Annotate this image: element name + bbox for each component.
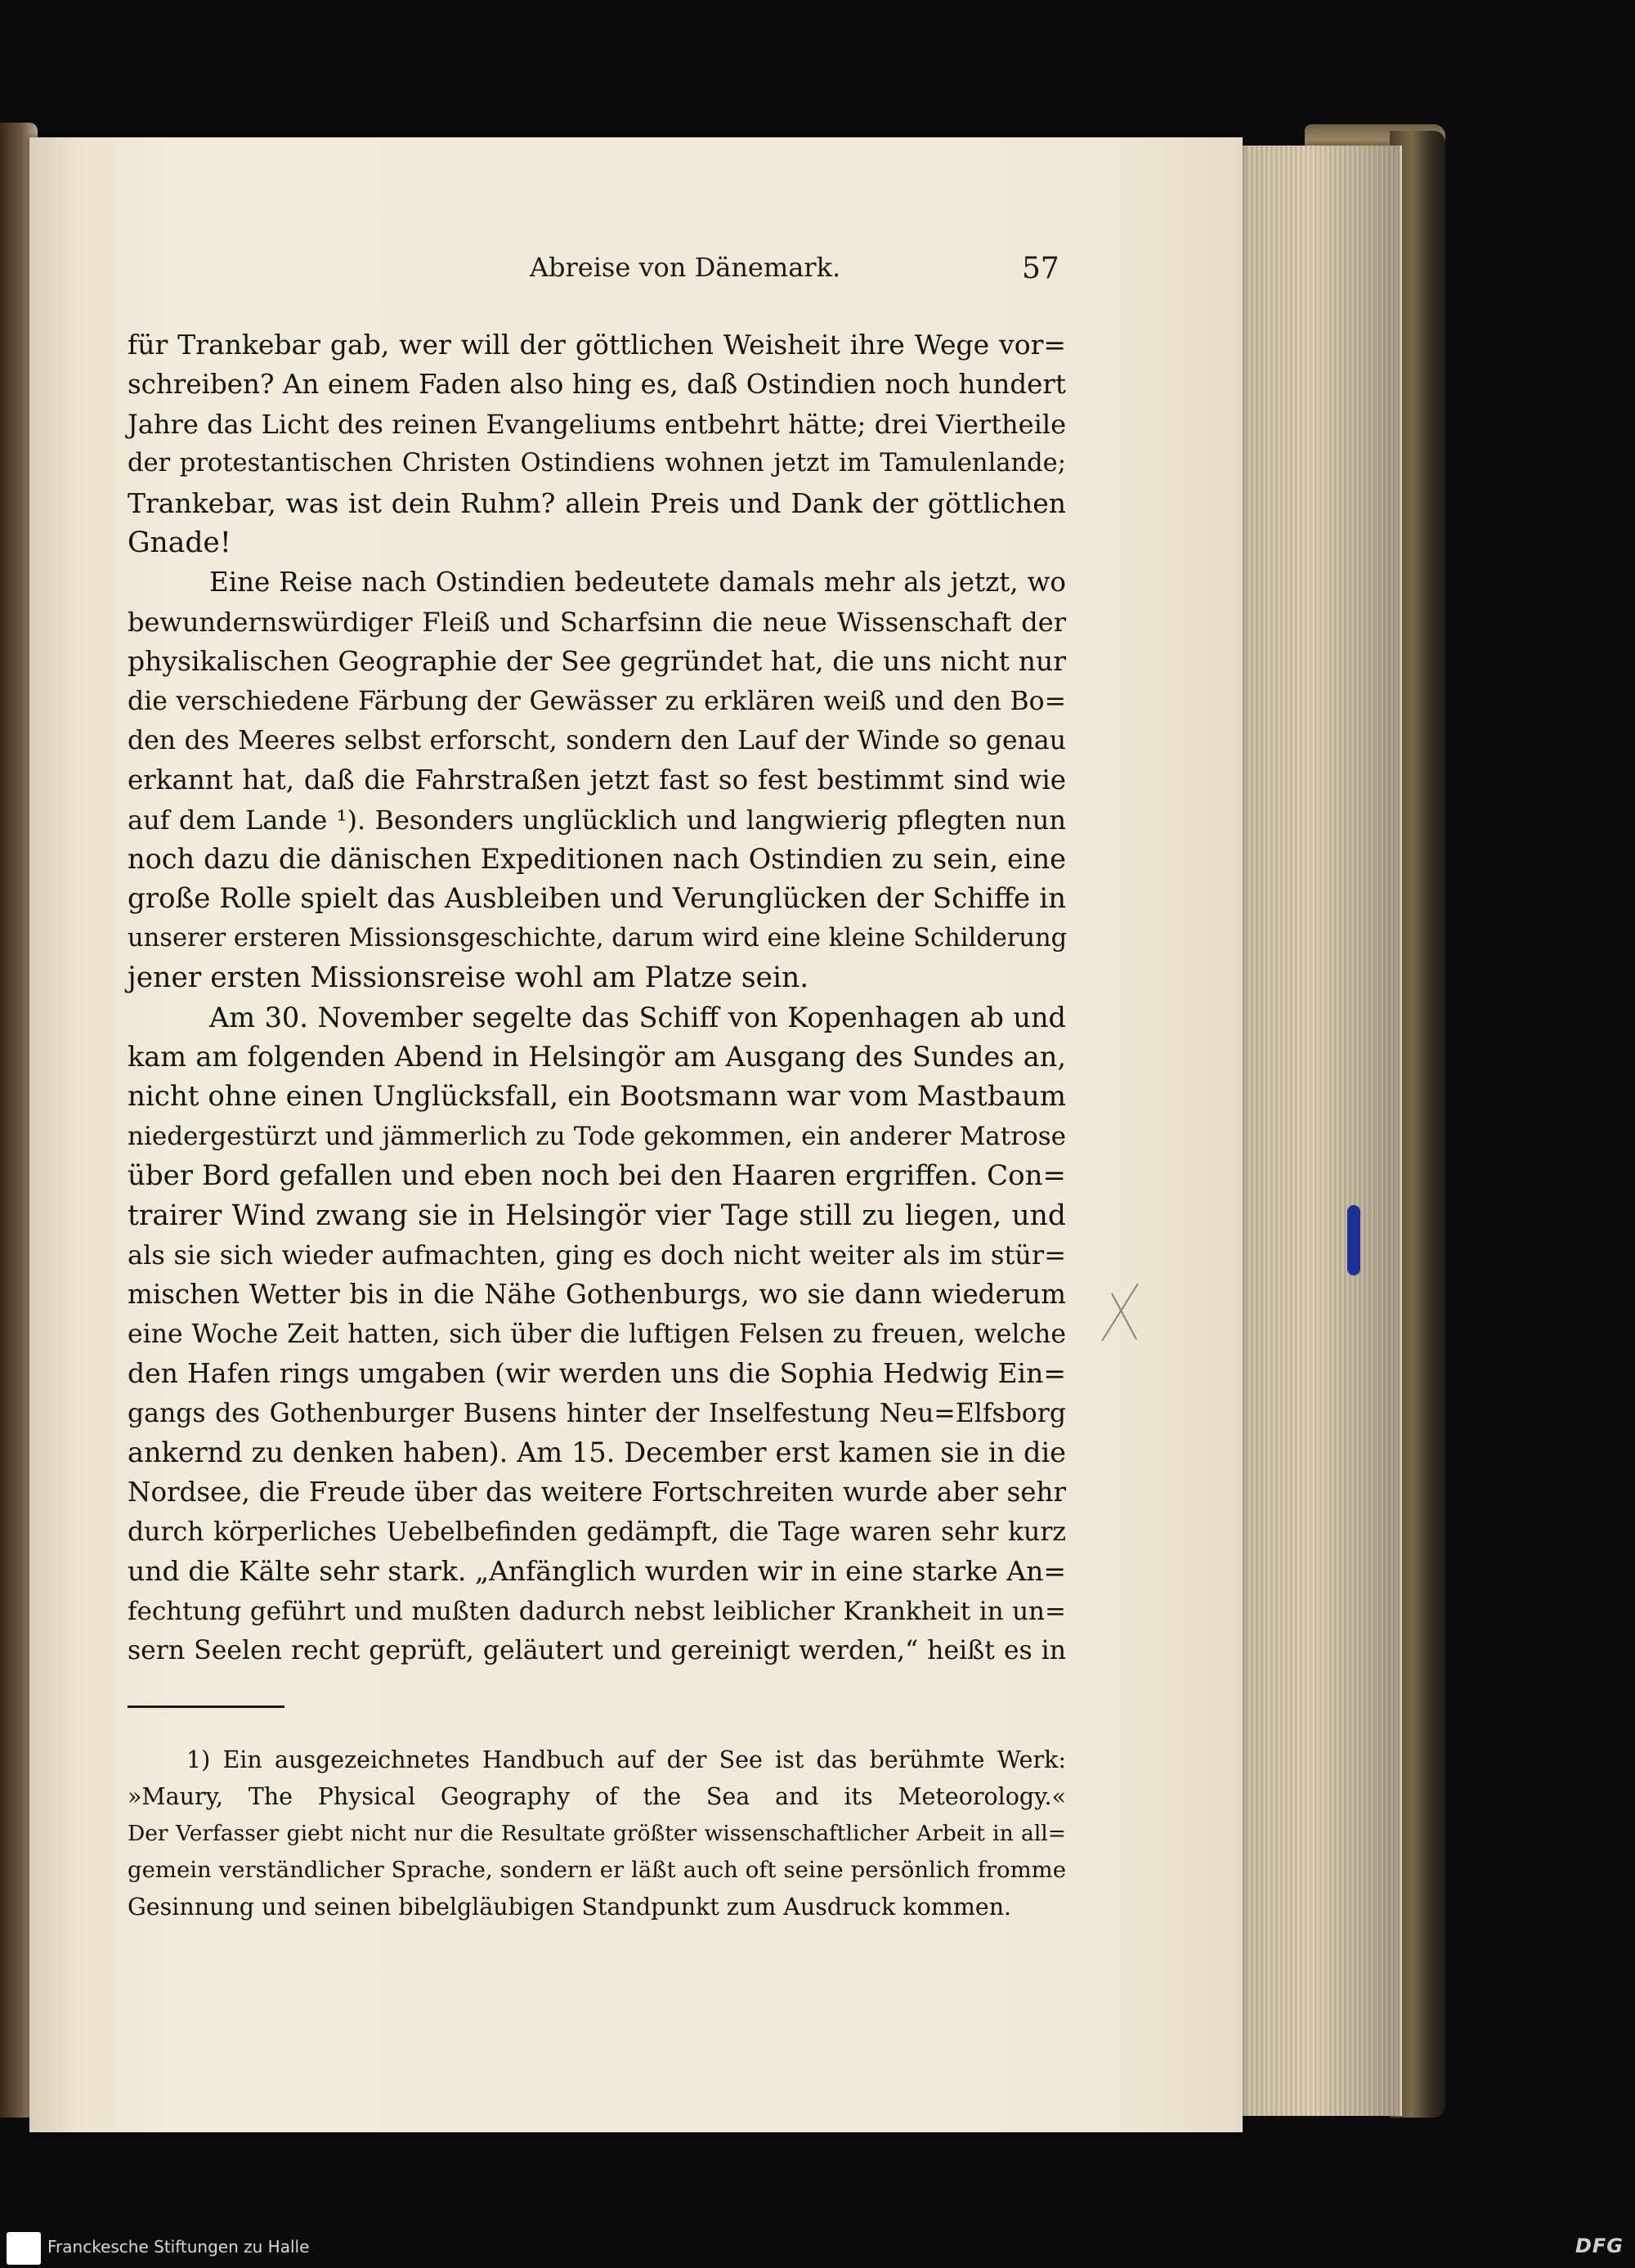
page-number: 57 xyxy=(1022,252,1059,285)
text-line: für Trankebar gab, wer will der göttlichen Weisheit ihre Wege vor= xyxy=(128,329,1066,361)
text-line: gangs des Gothenburger Busens hinter der Inselfestung Neu=Elfsborg xyxy=(128,1398,1066,1428)
text-line: trairer Wind zwang sie in Helsingör vier Tage still zu liegen, und xyxy=(128,1199,1066,1232)
footnote-line: Der Verfasser giebt nicht nur die Resultate größter wissenschaftlicher Arbeit in all= xyxy=(128,1821,1066,1846)
text-line: fechtung geführt und mußten dadurch nebst leiblicher Krankheit in un= xyxy=(128,1596,1066,1626)
text-line: große Rolle spielt das Ausbleiben und Verunglücken der Schiffe in xyxy=(128,882,1066,916)
text-line: bewundernswürdiger Fleiß und Scharfsinn die neue Wissenschaft der xyxy=(128,606,1066,638)
footnote-line: Gesinnung und seinen bibelgläubigen Standpunkt zum Ausdruck kommen. xyxy=(128,1894,1012,1921)
text-line: niedergestürzt und jämmerlich zu Tode gekommen, ein anderer Matrose xyxy=(128,1121,1066,1151)
text-line: und die Kälte sehr stark. „Anfänglich wurden wir in eine starke An= xyxy=(128,1555,1066,1588)
text-line: kam am folgenden Abend in Helsingör am Ausgang des Sundes an, xyxy=(128,1041,1066,1073)
text-line: Jahre das Licht des reinen Evangeliums entbehrt hätte; drei Viertheile xyxy=(128,408,1066,440)
running-title: Abreise von Dänemark. xyxy=(529,252,841,283)
text-line: Nordsee, die Freude über das weitere Fortschreiten wurde aber sehr xyxy=(128,1477,1066,1508)
text-line: sern Seelen recht geprüft, geläutert und gereinigt werden,“ heißt es in xyxy=(128,1635,1066,1665)
footnote-rule xyxy=(128,1705,284,1708)
footnote-line: »Maury, The Physical Geography of the Sea and its Meteorology.« xyxy=(128,1783,1066,1810)
text-line: erkannt hat, daß die Fahrstraßen jetzt fast so fest bestimmt sind wie xyxy=(128,764,1066,796)
text-line: ankernd zu denken haben). Am 15. December erst kamen sie in die xyxy=(128,1436,1066,1468)
text-line: Eine Reise nach Ostindien bedeutete damals mehr als jetzt, wo xyxy=(209,567,1066,598)
library-logo-icon xyxy=(7,2232,41,2265)
text-line: den Hafen rings umgaben (wir werden uns die Sophia Hedwig Ein= xyxy=(128,1357,1066,1390)
footnote-line: 1) Ein ausgezeichnetes Handbuch auf der See ist das berühmte Werk: xyxy=(186,1746,1066,1773)
footnote xyxy=(128,1741,1066,1925)
body-text xyxy=(128,325,1066,1670)
pencil-mark-icon xyxy=(1095,1275,1144,1349)
text-line: über Bord gefallen und eben noch bei den Haaren ergriffen. Con= xyxy=(128,1159,1066,1193)
text-line: auf dem Lande ¹). Besonders unglücklich und langwierig pflegten nun xyxy=(128,804,1066,836)
funder-logo: DFG xyxy=(1575,2234,1624,2257)
library-name: Franckesche Stiftungen zu Halle xyxy=(47,2237,310,2257)
text-line: durch körperliches Uebelbefinden gedämpft, die Tage waren sehr kurz xyxy=(128,1517,1066,1547)
text-line: die verschiedene Färbung der Gewässer zu erklären weiß und den Bo= xyxy=(128,686,1066,716)
text-line: nicht ohne einen Unglücksfall, ein Bootsmann war vom Mastbaum xyxy=(128,1080,1066,1114)
text-line: jener ersten Missionsreise wohl am Platze sein. xyxy=(128,961,809,995)
text-line: Am 30. November segelte das Schiff von Kopenhagen ab und xyxy=(209,1001,1066,1033)
text-line: der protestantischen Christen Ostindiens wohnen jetzt im Tamulenlande; xyxy=(128,449,1066,478)
text-line: physikalischen Geographie der See gegründet hat, die uns nicht nur xyxy=(128,645,1066,678)
footnote-line: gemein verständlicher Sprache, sondern er läßt auch oft seine persönlich fromme xyxy=(128,1857,1066,1883)
bookmark-ribbon xyxy=(1347,1205,1360,1275)
text-line: noch dazu die dänischen Expeditionen nach Ostindien zu sein, eine xyxy=(128,843,1066,876)
text-line: unserer ersteren Missionsgeschichte, darum wird eine kleine Schilderung xyxy=(128,923,1068,952)
text-line: schreiben? An einem Faden also hing es, daß Ostindien noch hundert xyxy=(128,369,1066,401)
text-line: den des Meeres selbst erforscht, sondern den Lauf der Winde so genau xyxy=(128,725,1066,755)
text-line: Trankebar, was ist dein Ruhm? allein Preis und Dank der göttlichen xyxy=(128,486,1066,519)
text-line: mischen Wetter bis in die Nähe Gothenburgs, wo sie dann wiederum xyxy=(128,1279,1066,1311)
text-line: Gnade! xyxy=(128,526,231,559)
text-line: als sie sich wieder aufmachten, ging es doch nicht weiter als im stür= xyxy=(128,1239,1066,1271)
text-line: eine Woche Zeit hatten, sich über die luftigen Felsen zu freuen, welche xyxy=(128,1319,1066,1349)
